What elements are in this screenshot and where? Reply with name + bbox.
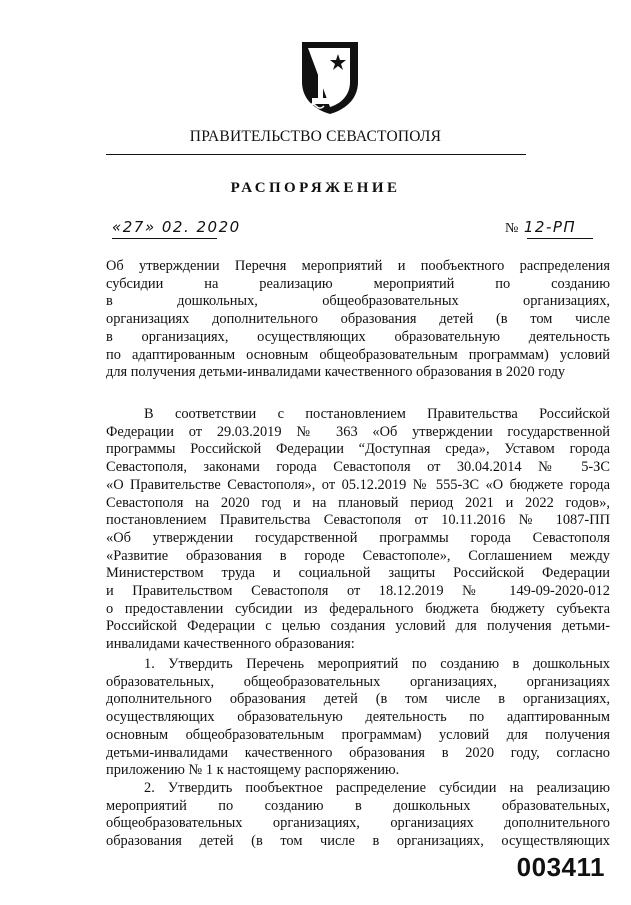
preamble-line: Севастополя на 2020 год и на плановый период 2021 и 2022 годов», <box>106 494 610 511</box>
subject-line: организациях дополнительного образования детей (в том числе <box>106 311 610 328</box>
item-line: 1. Утвердить Перечень мероприятий по созданию в дошкольных <box>144 656 610 672</box>
preamble-line: «Об утверждении государственной программы города Севастополя <box>106 529 610 546</box>
document-type-title: РАСПОРЯЖЕНИЕ <box>230 180 401 196</box>
item-line: основным общеобразовательным программам) условий для получения <box>106 726 610 743</box>
number-sign: № <box>505 221 519 236</box>
preamble-line: «О Правительстве Севастополя», от 05.12.2019 № 555-ЗС «О бюджете города <box>106 476 610 493</box>
preamble-line: постановлением Правительства Севастополя от 10.11.2016 № 1087-ПП <box>106 512 610 529</box>
subject-line: по адаптированным основным общеобразовательным программам) условий <box>106 346 610 363</box>
subject-line: в дошкольных, общеобразовательных организациях, <box>106 293 610 310</box>
subject-block <box>106 258 610 382</box>
preamble-line: программы Российской Федерации “Доступная среда», Уставом города <box>106 441 610 458</box>
item-line: 2. Утвердить пообъектное распределение субсидии на реализацию <box>144 779 610 796</box>
document-date: «27» 02. 2020 <box>112 218 241 236</box>
number-value: 12-РП <box>523 218 577 236</box>
coat-of-arms-icon <box>298 38 362 116</box>
preamble-line: Российской Федерации с целью создания условий для получения детьми- <box>106 618 610 635</box>
item-line: приложению № 1 к настоящему распоряжению. <box>106 762 400 779</box>
preamble-line: «Развитие образования в городе Севастополе», Соглашением между <box>106 547 610 564</box>
subject-line: для получения детьми-инвалидами качественного образования в 2020 году <box>106 364 566 381</box>
serial-code: 003411 <box>516 852 605 882</box>
item-line: мероприятий по созданию в дошкольных образовательных, <box>106 797 610 814</box>
preamble-line: В соответствии с постановлением Правительства Российской <box>144 406 610 422</box>
document-number <box>505 218 576 237</box>
subject-line: Об утверждении Перечня мероприятий и пообъектного распределения <box>106 258 610 274</box>
preamble-line: Министерством труда и социальной защиты Российской Федерации <box>106 565 610 582</box>
item-line: дополнительного образования детей (в том числе в организациях, <box>106 691 610 708</box>
item-line: общеобразовательных организациях, организациях дополнительного <box>106 815 610 832</box>
item-line: образовательных, общеобразовательных организациях, организациях <box>106 673 610 690</box>
subject-line: в организациях, осуществляющих образовательную деятельность <box>106 328 610 345</box>
preamble-line: Федерации от 29.03.2019 № 363 «Об утверждении государственной <box>106 423 610 440</box>
item-line: осуществляющих образовательную деятельность по адаптированным <box>106 709 610 726</box>
subject-line: субсидии на реализацию мероприятий по созданию <box>106 275 610 292</box>
preamble-line: о предоставлении субсидии из федерального бюджета бюджету субъекта <box>106 600 610 617</box>
organization-name: ПРАВИТЕЛЬСТВО СЕВАСТОПОЛЯ <box>189 128 442 145</box>
item-line: детьми-инвалидами качественного образования в 2020 году, согласно <box>106 744 610 761</box>
preamble-line: инвалидами качественного образования: <box>106 636 355 653</box>
preamble-line: и Правительством Севастополя от 18.12.2019 № 149-09-2020-012 <box>106 583 610 600</box>
preamble-line: Севастополя, законами города Севастополя от 30.04.2014 № 5-ЗС <box>106 459 610 476</box>
item-line: образования детей (в том числе в организациях, осуществляющих <box>106 833 610 850</box>
header-rule <box>106 154 526 155</box>
order-items <box>106 656 610 851</box>
date-underline <box>112 238 217 239</box>
number-underline <box>527 238 593 239</box>
preamble-paragraph <box>106 406 610 654</box>
